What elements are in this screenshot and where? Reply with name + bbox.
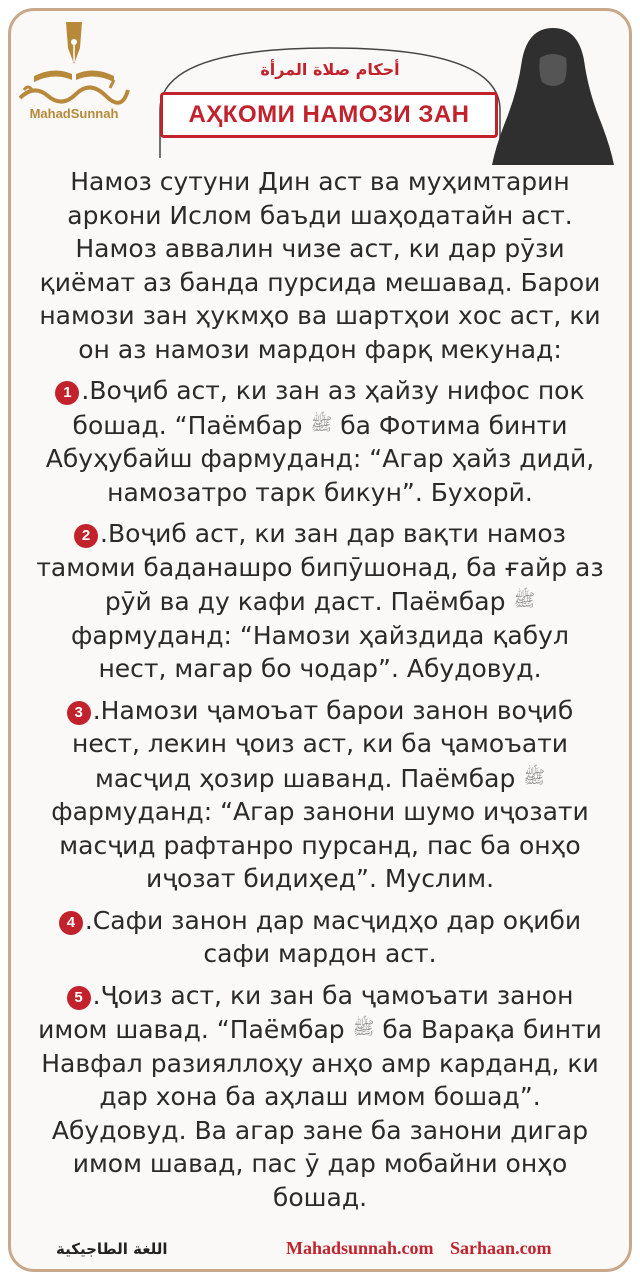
number-badge-icon: 5 bbox=[67, 986, 91, 1010]
rule-text-continued: ба Варақа бинти Навфал разияллоҳу анҳо амр карданд, ки дар хона ба аҳлаш имом бошад”. Абудовуд. Ва агар зане ба занони дигар имом шавад, пас ӯ дар мобайни онҳо бошад. bbox=[41, 1015, 602, 1212]
rule-text: .Воҷиб аст, ки зан аз ҳайзу нифос пок бошад. “Паёмбар bbox=[72, 376, 585, 440]
rule-text: .Воҷиб аст, ки зан дар вақти намоз тамоми баданашро бипӯшонад, ба ғайр аз рӯй ва ду кафи даст. Паёмбар bbox=[36, 519, 604, 616]
mahadsunnah-logo bbox=[14, 18, 154, 130]
rule-text-continued: фармуданд: “Агар занони шумо иҷозати масҷид рафтанро пурсанд, пас ба онҳо иҷозат бидиҳед”. Муслим. bbox=[51, 797, 589, 893]
rule-text-continued: ба Фотима бинти Абуҳубайш фармуданд: “Агар ҳайз дидӣ, намозатро тарк бикун”. Бухорӣ. bbox=[45, 410, 595, 507]
site-link-mahadsunnah[interactable]: Mahadsunnah.com bbox=[286, 1238, 434, 1258]
rule-item bbox=[34, 517, 606, 686]
rule-item bbox=[34, 374, 606, 509]
pbuh-salutation-icon: ﷺ bbox=[523, 766, 546, 788]
pen-book-logo-icon bbox=[14, 18, 134, 108]
rule-text: .Ҷоиз аст, ки зан ба ҷамоъати занон имом шавад. “Паёмбар bbox=[38, 980, 574, 1044]
content-body bbox=[34, 165, 606, 1222]
title-box bbox=[160, 92, 498, 138]
rules-list bbox=[34, 374, 606, 1214]
number-badge-icon: 4 bbox=[59, 911, 83, 935]
rule-text: .Намози ҷамоъат барои занон воҷиб нест, лекин ҷоиз аст, ки ба ҷамоъати масҷид ҳозир шаванд. Паёмбар bbox=[71, 695, 574, 793]
footer-sites bbox=[286, 1238, 552, 1259]
pbuh-salutation-icon: ﷺ bbox=[352, 1018, 375, 1039]
footer-language: اللغة الطاجيكية bbox=[56, 1240, 168, 1258]
pbuh-salutation-icon: ﷺ bbox=[310, 413, 333, 435]
site-link-sarhaan[interactable]: Sarhaan.com bbox=[450, 1238, 552, 1258]
number-badge-icon: 2 bbox=[74, 524, 98, 548]
veiled-woman-icon bbox=[488, 20, 618, 165]
page-title: АҲКОМИ НАМОЗИ ЗАН bbox=[188, 101, 470, 128]
pbuh-salutation-icon: ﷺ bbox=[513, 590, 536, 611]
intro-paragraph: Намоз сутуни Дин аст ва муҳимтарин аркони Ислом баъди шаҳодатайн аст. Намоз аввалин чизе аст, ки дар рӯзи қиёмат аз банда пурсида мешавад. Барои намози зан ҳукмҳо ва шартҳои хос аст, ки он аз намози мардон фарқ мекунад: bbox=[39, 167, 601, 364]
arabic-title: أحكام صلاة المرأة bbox=[260, 60, 400, 79]
rule-item bbox=[34, 694, 606, 896]
rule-text: .Сафи занон дар масҷидҳо дар оқиби сафи мардон аст. bbox=[84, 905, 582, 968]
rule-item bbox=[34, 979, 606, 1215]
number-badge-icon: 3 bbox=[67, 701, 91, 725]
rule-item bbox=[34, 904, 606, 971]
logo-caption: MahadSunnah bbox=[29, 106, 119, 121]
rule-text-continued: фармуданд: “Намози ҳайздида қабул нест, магар бо чодар”. Абудовуд. bbox=[71, 620, 569, 683]
number-badge-icon: 1 bbox=[55, 381, 79, 405]
